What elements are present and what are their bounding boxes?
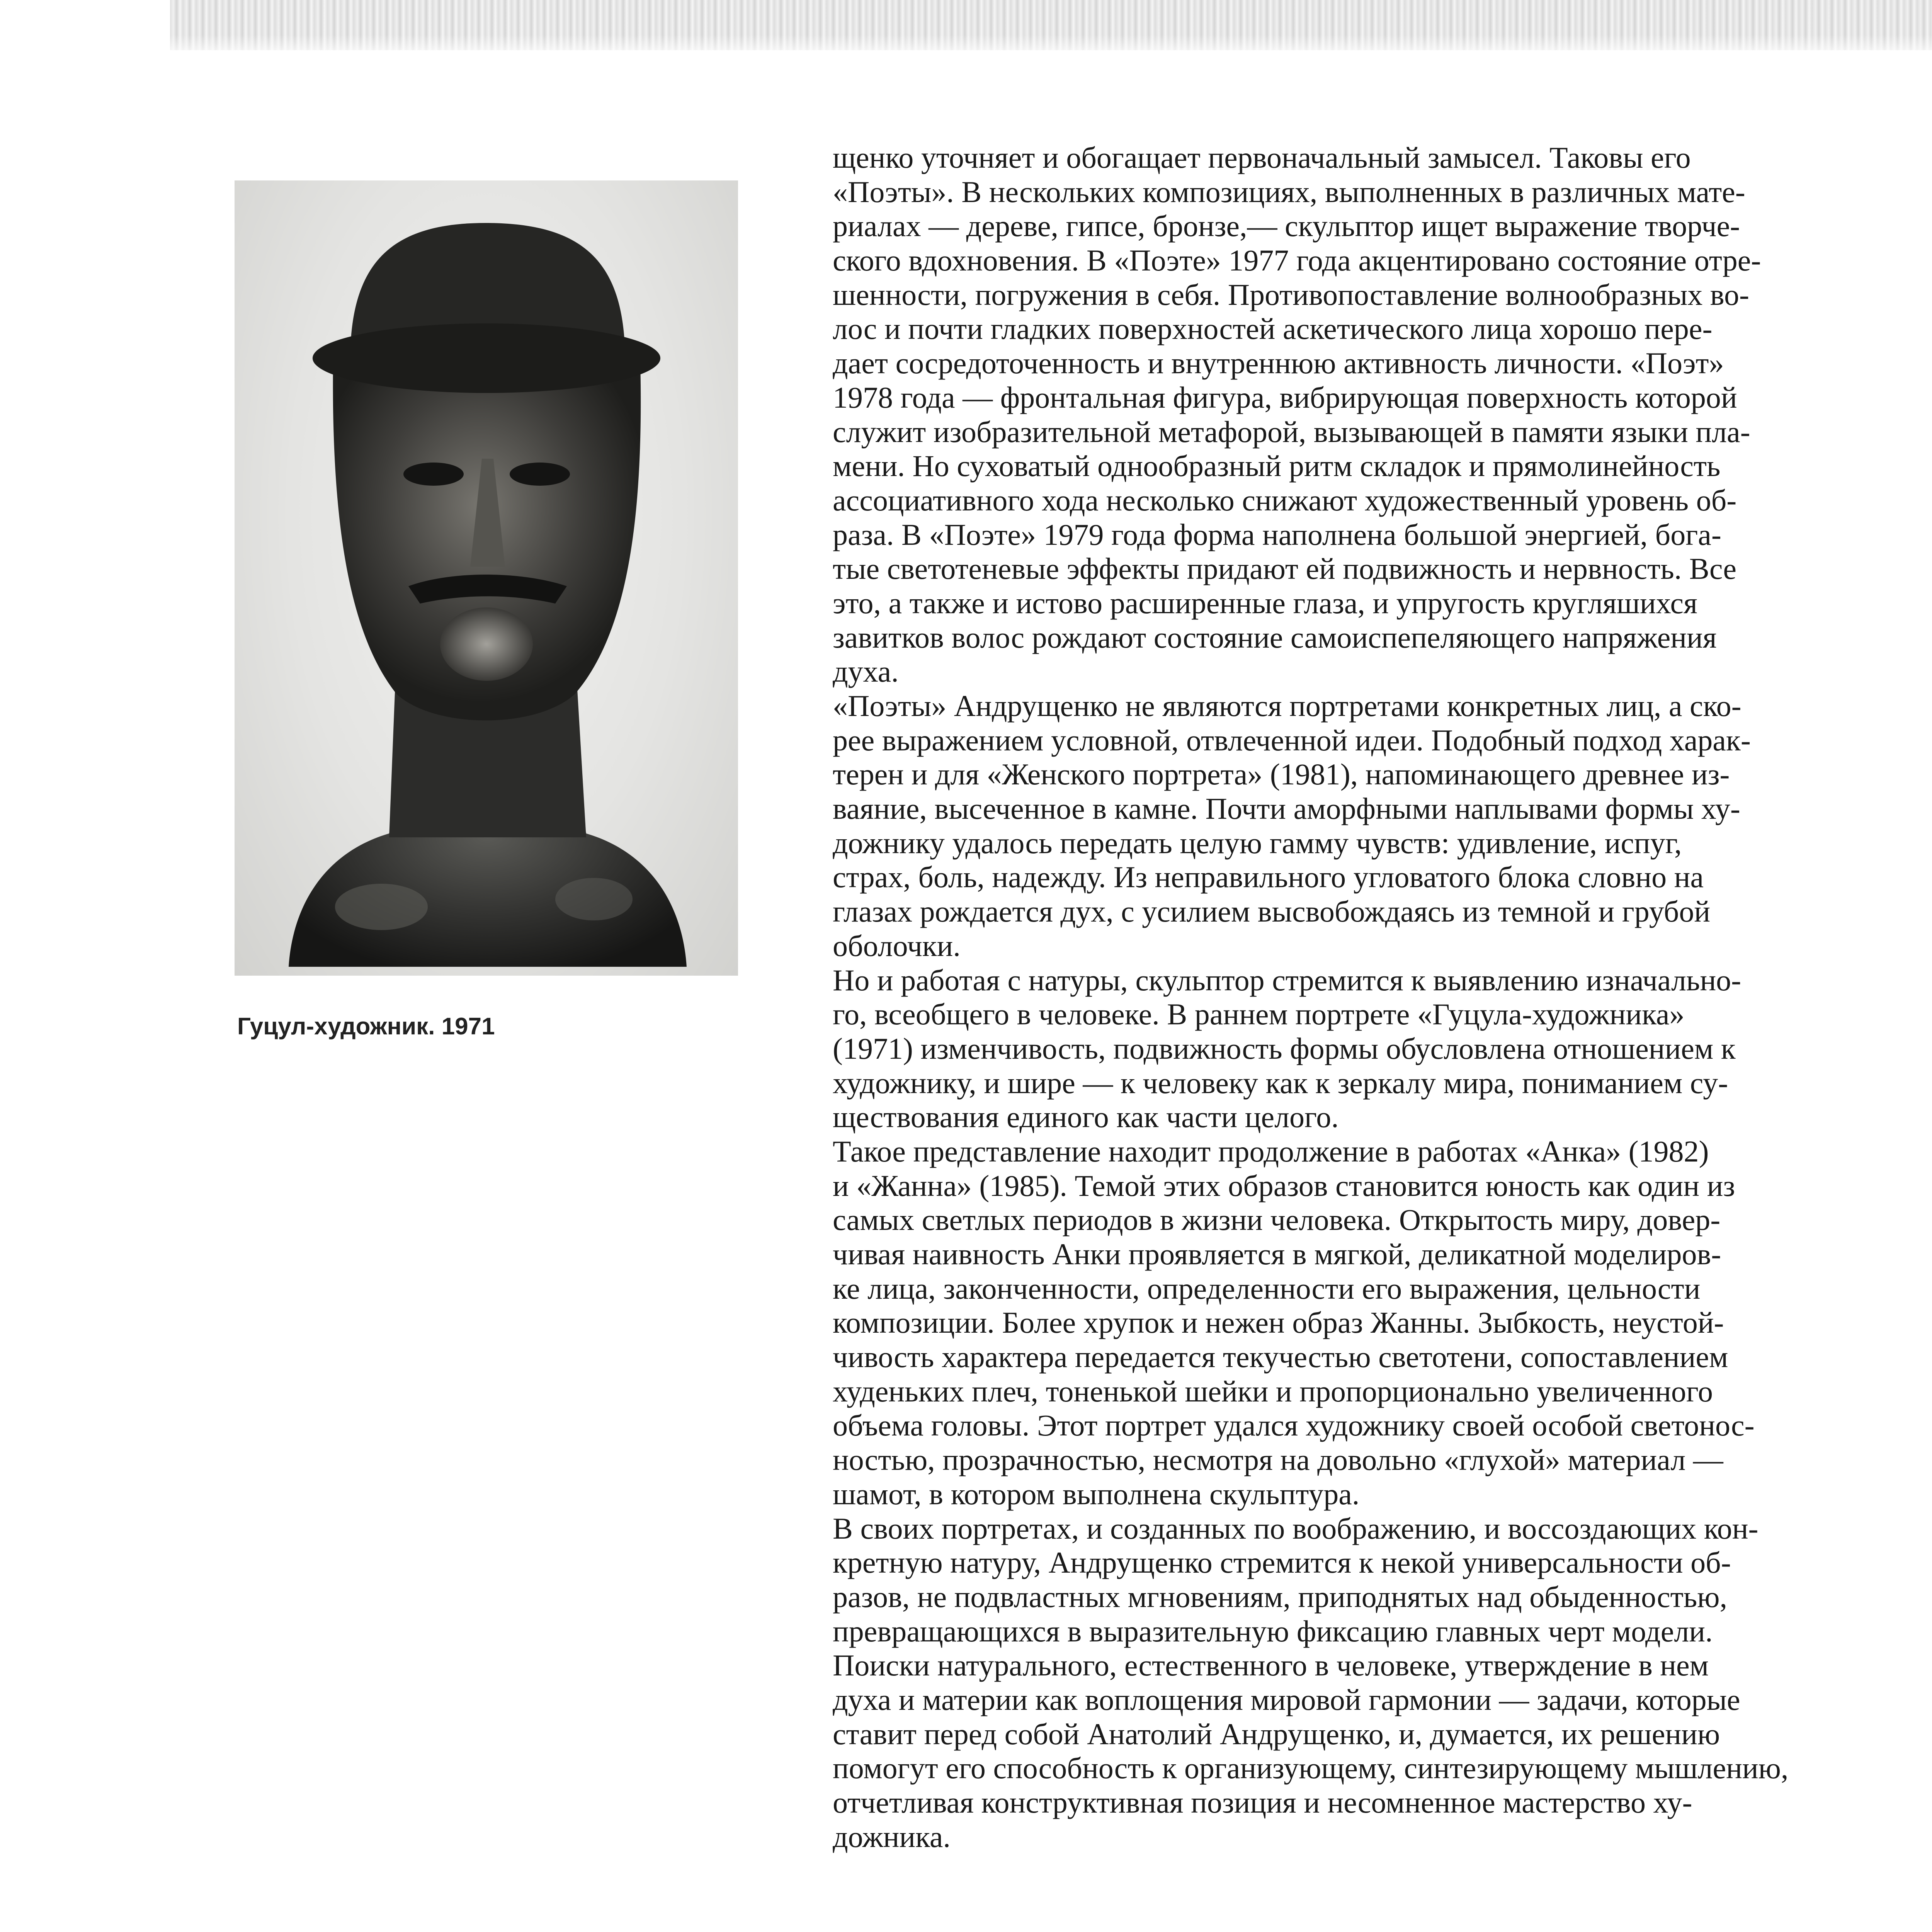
text-line: оболочки. [833, 929, 961, 963]
sculpture-photo [235, 180, 738, 976]
text-line: раза. В «Поэте» 1979 года форма наполнена большой энергией, бога- [833, 517, 1721, 551]
text-line: глазах рождается дух, с усилием высвобождаясь из темной и грубой [833, 895, 1711, 929]
text-line: Поиски натурального, естественного в человеке, утверждение в нем [833, 1648, 1709, 1682]
text-line: «Поэты» Андрущенко не являются портретами конкретных лиц, а ско- [833, 689, 1742, 723]
text-line: щенко уточняет и обогащает первоначальный замысел. Таковы его [833, 141, 1691, 174]
hutsul-artist-sculpture-image [235, 180, 738, 976]
text-line: разов, не подвластных мгновениям, приподнятых над обыденностью, [833, 1580, 1728, 1614]
text-line: «Поэты». В нескольких композициях, выполненных в различных мате- [833, 175, 1745, 209]
text-line: мени. Но суховатый однообразный ритм складок и прямолинейность [833, 449, 1721, 483]
text-line: го, всеобщего в человеке. В раннем портрете «Гуцула-художника» [833, 997, 1685, 1031]
text-line: тые светотеневые эффекты придают ей подвижность и нервность. Все [833, 552, 1737, 586]
text-line: духа. [833, 655, 899, 689]
text-line: ассоциативного хода несколько снижают художественный уровень об- [833, 483, 1737, 517]
text-line: художнику, и шире — к человеку как к зеркалу мира, пониманием су- [833, 1066, 1728, 1100]
text-line: терен и для «Женского портрета» (1981), напоминающего древнее из- [833, 757, 1730, 791]
text-line: ке лица, законченности, определенности его выражения, цельности [833, 1271, 1701, 1305]
text-line: ставит перед собой Анатолий Андрущенко, и, думается, их решению [833, 1717, 1720, 1751]
text-line: рее выражением условной, отвлеченной идеи. Подобный подход харак- [833, 723, 1751, 757]
text-line: ваяние, высеченное в камне. Почти аморфными наплывами формы ху- [833, 792, 1740, 826]
text-line: композиции. Более хрупок и нежен образ Жанны. Зыбкость, неустой- [833, 1306, 1724, 1340]
text-line: объема головы. Этот портрет удался художнику своей особой светонос- [833, 1408, 1755, 1442]
text-line: страх, боль, надежду. Из неправильного угловатого блока словно на [833, 860, 1704, 894]
text-line: ского вдохновения. В «Поэте» 1977 года акцентировано состояние отре- [833, 243, 1761, 277]
text-line: шамот, в котором выполнена скульптура. [833, 1477, 1360, 1511]
text-line: 1978 года — фронтальная фигура, вибрирующая поверхность которой [833, 380, 1737, 414]
scan-edge-fade [170, 35, 1932, 58]
text-line: и «Жанна» (1985). Темой этих образов становится юность как один из [833, 1168, 1735, 1202]
text-line: дожнику удалось передать целую гамму чувств: удивление, испуг, [833, 826, 1682, 860]
text-line: превращающихся в выразительную фиксацию главных черт модели. [833, 1614, 1713, 1648]
text-line: (1971) изменчивость, подвижность формы обусловлена отношением к [833, 1031, 1736, 1065]
text-line: кретную натуру, Андрущенко стремится к некой универсальности об- [833, 1546, 1731, 1580]
text-line: риалах — дереве, гипсе, бронзе,— скульптор ищет выражение творче- [833, 209, 1740, 243]
text-line: чивая наивность Анки проявляется в мягкой, деликатной моделиров- [833, 1237, 1721, 1271]
text-line: завитков волос рождают состояние самоиспепеляющего напряжения [833, 620, 1717, 654]
text-line: помогут его способность к организующему, синтезирующему мышлению, [833, 1751, 1789, 1785]
text-line: дожника. [833, 1820, 951, 1854]
text-line: шенности, погружения в себя. Противопоставление волнообразных во- [833, 277, 1750, 311]
text-line: худеньких плеч, тоненькой шейки и пропорционально увеличенного [833, 1374, 1713, 1408]
text-line: ностью, прозрачностью, несмотря на довольно «глухой» материал — [833, 1443, 1723, 1477]
text-line: служит изобразительной метафорой, вызывающей в памяти языки пла- [833, 415, 1750, 449]
text-line: отчетливая конструктивная позиция и несомненное мастерство ху- [833, 1786, 1692, 1819]
text-line: самых светлых периодов в жизни человека. Открытость миру, довер- [833, 1203, 1721, 1237]
text-line: Такое представление находит продолжение в работах «Анка» (1982) [833, 1134, 1709, 1168]
article-body [833, 141, 1932, 1932]
text-line: ществования единого как части целого. [833, 1100, 1339, 1134]
text-line: В своих портретах, и созданных по воображению, и воссоздающих кон- [833, 1511, 1759, 1545]
text-line: духа и материи как воплощения мировой гармонии — задачи, которые [833, 1682, 1740, 1716]
text-line: Но и работая с натуры, скульптор стремится к выявлению изначально- [833, 963, 1742, 997]
photo-caption: Гуцул-художник. 1971 [237, 1013, 495, 1040]
text-line: дает сосредоточенность и внутреннюю активность личности. «Поэт» [833, 346, 1724, 380]
text-line: лос и почти гладких поверхностей аскетического лица хорошо пере- [833, 312, 1713, 346]
text-line: чивость характера передается текучестью светотени, сопоставлением [833, 1340, 1728, 1374]
text-line: это, а также и истово расширенные глаза, и упругость кругляшихся [833, 586, 1697, 620]
